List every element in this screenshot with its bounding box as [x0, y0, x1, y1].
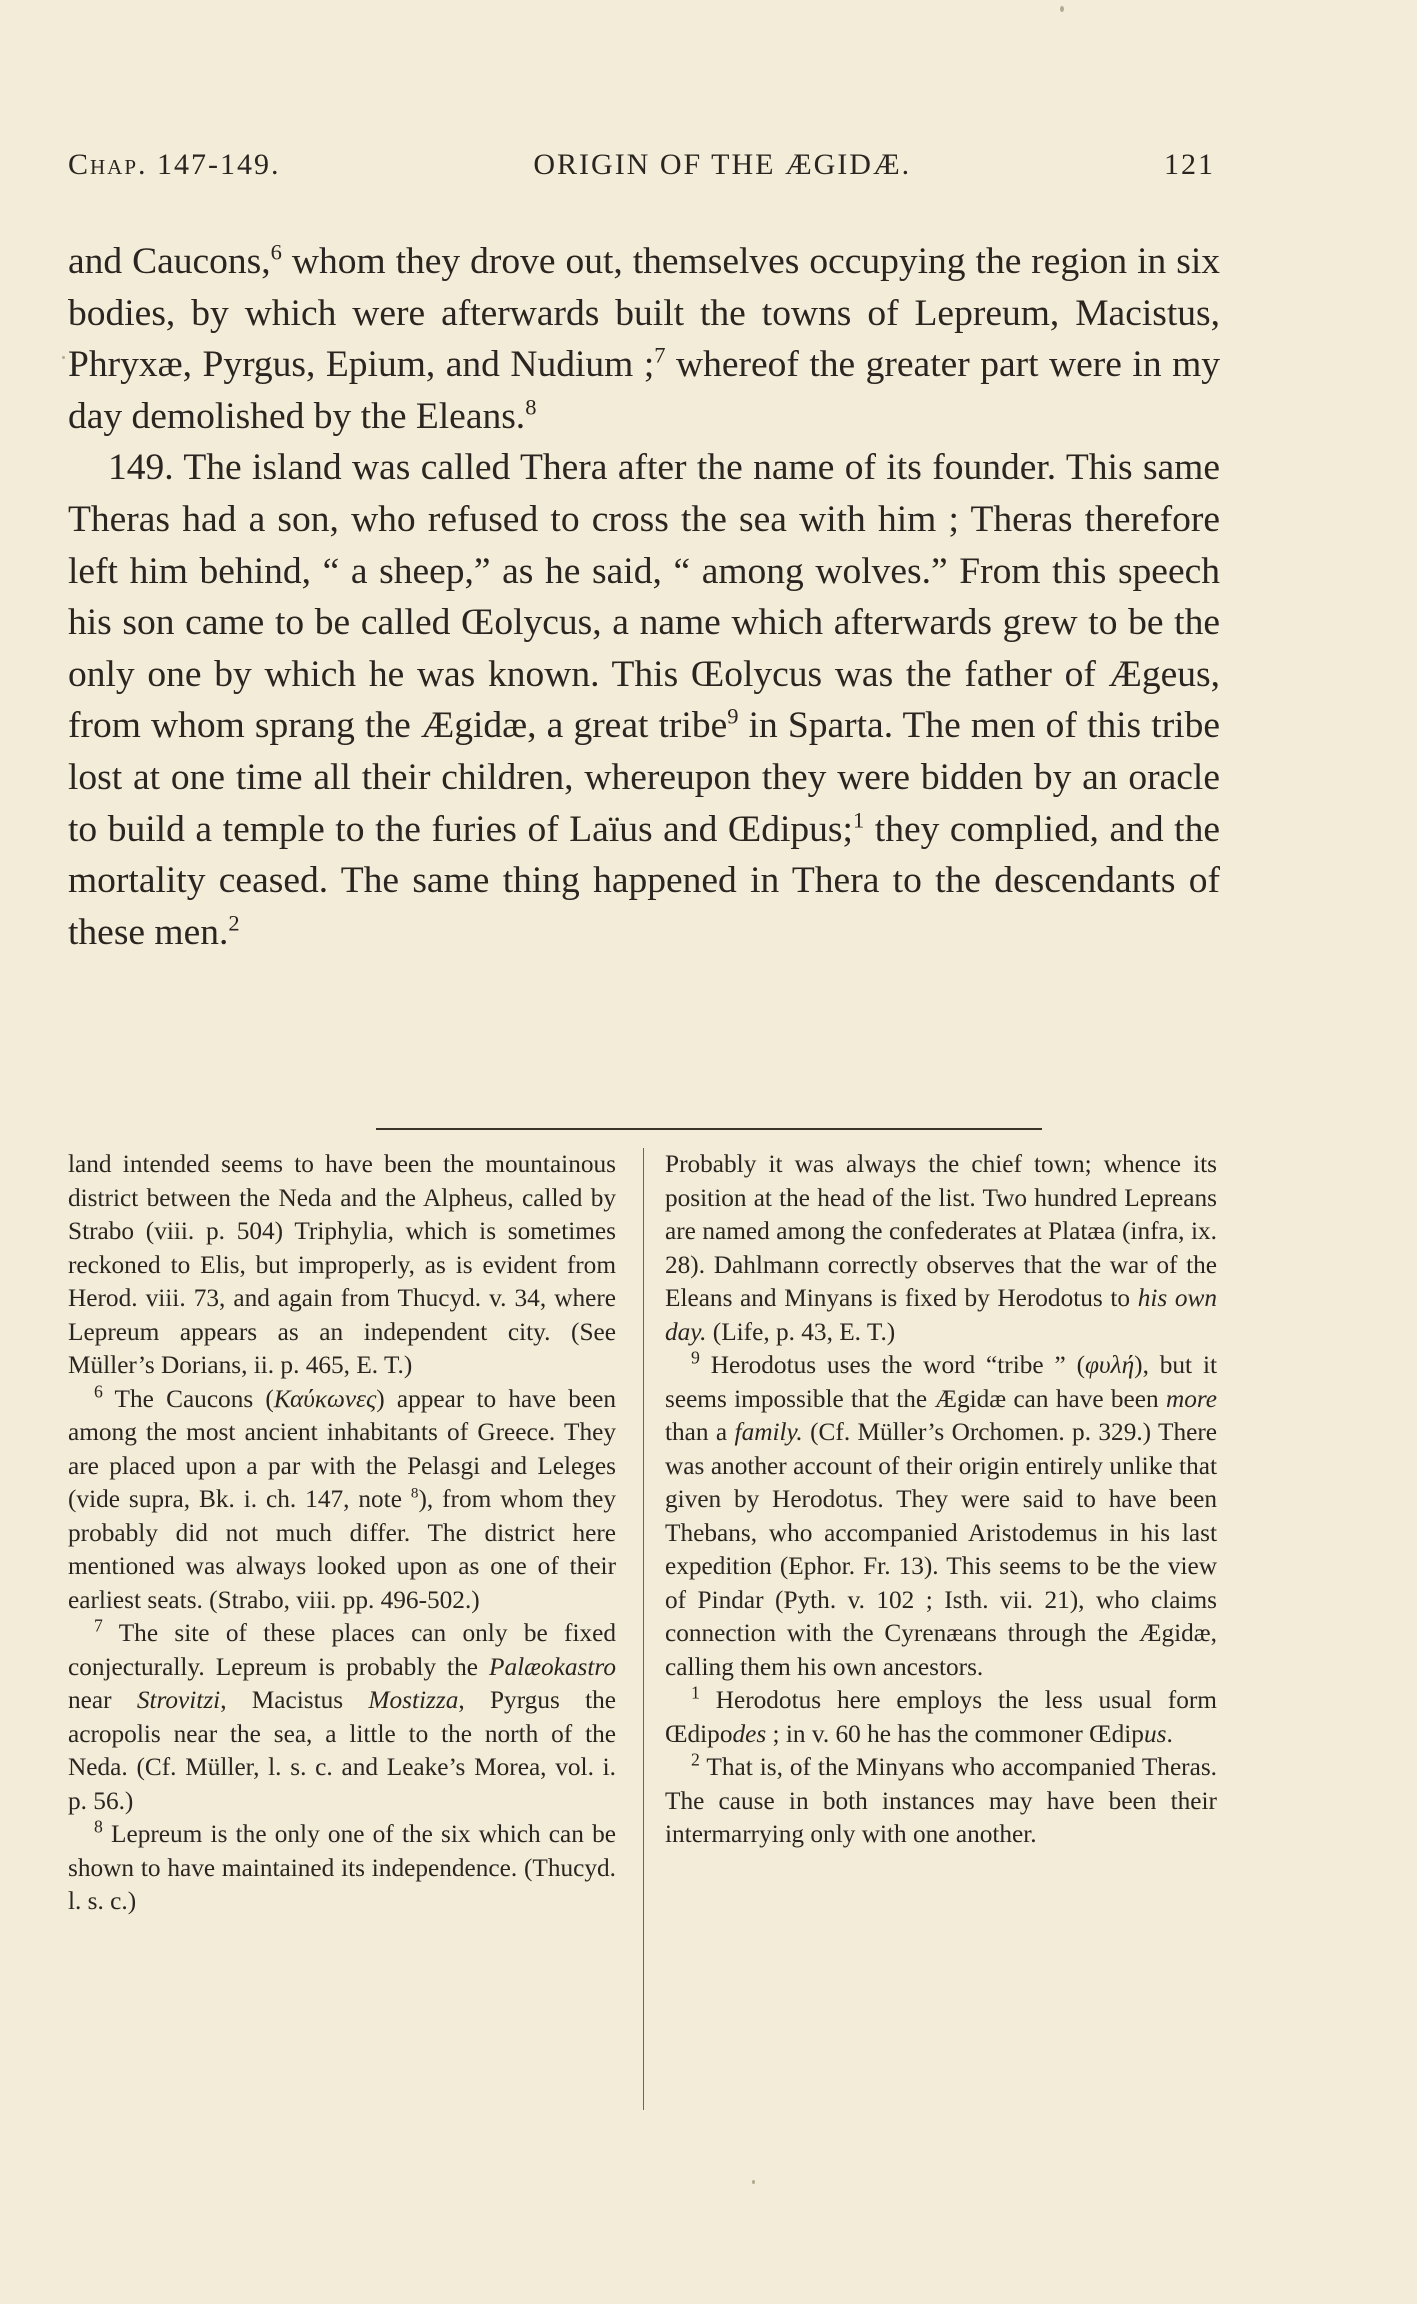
footnote-8: $^8$ Lepreum is the only one of the six which can be shown to have maintained its independence. (Thucyd. l. s. c.): [68, 1816, 616, 1915]
footnote-ref[interactable]: 9: [727, 703, 739, 729]
paper-speck: [1060, 6, 1064, 12]
footnotes-right-column: [665, 1148, 1217, 1852]
footnote-ref[interactable]: 2: [228, 910, 240, 936]
footnote-ref[interactable]: 7: [654, 342, 666, 368]
paragraph-149: 149. The island was called Thera after the name of its founder. This same Theras had a son, who refused to cross the sea with him ; Theras therefore left him behind, “ a sheep,” as he said, “ among wolves.” From this speech his son came to be called Œolycus, a name which afterwards grew to be the only one by which he was known. This Œolycus was the father of Ægeus, from whom sprang the Ægidæ, a great tribe$^9$ in Sparta. The men of this tribe lost at one time all their children, whereupon they were bidden by an oracle to build a temple to the furies of Laïus and Œdipus;$^1$ they complied, and the mortality ceased. The same thing happened in Thera to the descendants of these men.$^2$: [68, 447, 1220, 953]
footnote-ref[interactable]: 1: [852, 807, 865, 833]
footnote-8-continuation: Probably it was always the chief town; whence its position at the head of the list. Two hundred Lepreans are named among the confederates at Platæa (infra, ix. 28). Dahlmann correctly observes that the war of the Eleans and Minyans is fixed by Herodotus to his own day. (Life, p. 43, E. T.): [665, 1150, 1217, 1346]
footnote-ref[interactable]: 6: [270, 239, 282, 265]
footnote-divider: [376, 1128, 1042, 1130]
running-header: [68, 148, 1215, 188]
paper-speck: [752, 2180, 755, 2184]
footnote-2: $^2$ That is, of the Minyans who accompanied Theras. The cause in both instances may have been their intermarrying only with one another.: [665, 1749, 1217, 1848]
column-divider: [643, 1148, 644, 2110]
chapter-range: Chap. 147-149.: [68, 148, 281, 181]
page-number: 121: [1163, 148, 1215, 181]
main-text: [68, 236, 1220, 958]
paragraph-continuation: and Caucons,$^6$ whom they drove out, themselves occupying the region in six bodies, by which were afterwards built the towns of Lepreum, Macistus, Phryxæ, Pyrgus, Epium, and Nudium ;$^7$ whereof the greater part were in my day demolished by the Eleans.$^8$: [68, 239, 1221, 437]
footnote-7: $^7$ The site of these places can only be fixed conjecturally. Lepreum is probably the Palæokastro near Strovitzi, Macistus Mostizza, Pyrgus the acropolis near the sea, a little to the north of the Neda. (Cf. Müller, l. s. c. and Leake’s Morea, vol. i. p. 56.): [68, 1615, 616, 1815]
footnote-continuation: land intended seems to have been the mountainous district between the Neda and the Alpheus, called by Strabo (viii. p. 504) Triphylia, which is sometimes reckoned to Elis, but improperly, as is evident from Herod. viii. 73, and again from Thucyd. v. 34, where Lepreum appears as an independent city. (See Müller’s Dorians, ii. p. 465, E. T.): [68, 1150, 616, 1379]
footnote-1: $^1$ Herodotus here employs the less usual form Œdipodes ; in v. 60 he has the commoner Œdipus.: [665, 1682, 1217, 1748]
footnote-6: $^6$ The Caucons (Καύκωνες) appear to have been among the most ancient inhabitants of Greece. They are placed upon a par with the Pelasgi and Leleges (vide supra, Bk. i. ch. 147, note $^8$), from whom they probably did not much differ. The district here mentioned was always looked upon as one of their earliest seats. (Strabo, viii. pp. 496-502.): [68, 1381, 617, 1614]
paper-speck: [62, 356, 65, 359]
footnote-ref[interactable]: 8: [525, 394, 537, 420]
footnotes-left-column: [68, 1148, 616, 1919]
footnote-9: $^9$ Herodotus uses the word “tribe ” (φυλή), but it seems impossible that the Ægidæ can have been more than a family. (Cf. Müller’s Orchomen. p. 329.) There was another account of their origin entirely unlike that given by Herodotus. They were said to have been Thebans, who accompanied Aristodemus in his last expedition (Ephor. Fr. 13). This seems to be the view of Pindar (Pyth. v. 102 ; Isth. vii. 21), who claims connection with the Cyrenæans through the Ægidæ, calling them his own ancestors.: [665, 1347, 1218, 1681]
running-title: ORIGIN OF THE ÆGIDÆ.: [533, 148, 912, 181]
